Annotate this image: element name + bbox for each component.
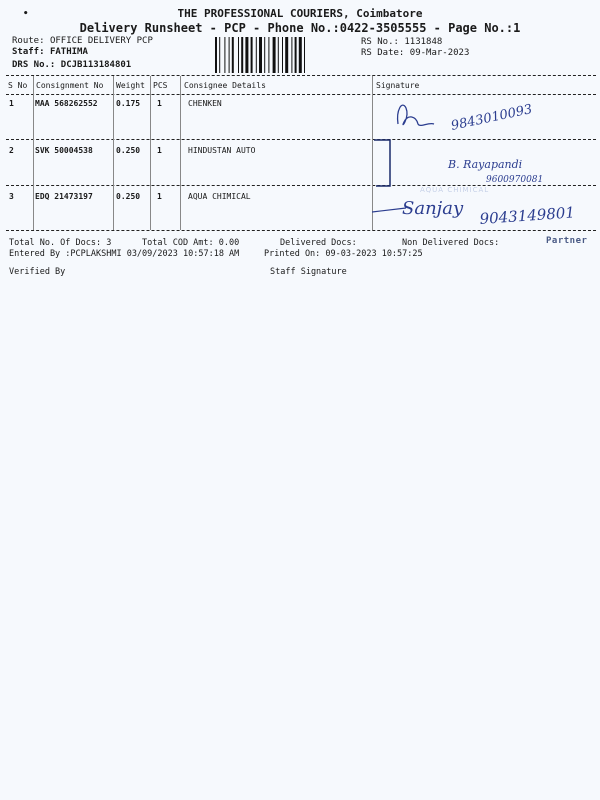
entered-by: Entered By :PCPLAKSHMI 03/09/2023 10:57:18 AM <box>9 249 240 259</box>
delivered-docs: Delivered Docs: <box>280 238 357 248</box>
barcode-bar <box>295 37 297 73</box>
rs-date-line <box>361 48 469 58</box>
barcode-bar <box>285 37 288 73</box>
signature-row-1-scribble <box>398 105 434 125</box>
row-1-weight: 0.175 <box>116 99 141 108</box>
printed-on: Printed On: 09-03-2023 10:57:25 <box>264 249 423 259</box>
drs-value: DCJB113184801 <box>60 60 132 70</box>
barcode-bar <box>282 37 283 73</box>
signature-row-3-name: Sanjay <box>402 198 464 219</box>
drs-label: DRS No.: <box>12 60 56 70</box>
row-1-sno: 1 <box>9 99 14 108</box>
barcode-bar <box>229 37 230 73</box>
rs-no-label: RS No.: <box>361 37 399 47</box>
route-value: OFFICE DELIVERY PCP <box>49 36 153 46</box>
barcode-bar <box>264 37 265 73</box>
barcode-bar <box>291 37 292 73</box>
col-header-consignee: Consignee Details <box>184 81 266 90</box>
barcode-bar <box>299 37 302 73</box>
row-3-pcs: 1 <box>157 192 162 201</box>
row-1-consignment: MAA 568262552 <box>35 99 98 108</box>
non-delivered-docs: Non Delivered Docs: <box>402 238 500 248</box>
col-header-consignment: Consignment No <box>36 81 104 90</box>
col-header-sno: S No <box>8 81 28 90</box>
drs-line <box>12 60 131 70</box>
col-header-signature: Signature <box>376 81 420 90</box>
col-header-weight: Weight <box>116 81 145 90</box>
col-divider <box>33 76 34 230</box>
route-line <box>12 36 153 46</box>
stray-mark: • <box>23 9 29 19</box>
route-label: Route: <box>12 36 45 46</box>
company-name: THE PROFESSIONAL COURIERS, Coimbatore <box>177 7 423 20</box>
staff-value: FATHIMA <box>49 47 88 57</box>
barcode-bar <box>278 37 279 73</box>
total-cod: Total COD Amt: 0.00 <box>142 238 240 248</box>
barcode-bar <box>273 37 276 73</box>
row-3-consignee: AQUA CHIMICAL <box>188 192 251 201</box>
signature-row-2-name: B. Rayapandi <box>448 158 523 171</box>
row-1-pcs: 1 <box>157 99 162 108</box>
row-2-pcs: 1 <box>157 146 162 155</box>
barcode-bar <box>268 37 269 73</box>
signature-area <box>372 78 594 238</box>
row-2-consignment: SVK 50004538 <box>35 146 93 155</box>
signature-row-3-underline <box>372 208 406 212</box>
signature-row-1-number: 9843010093 <box>449 102 534 134</box>
rs-date-value: 09-Mar-2023 <box>409 48 470 58</box>
row-3-consignment: EDQ 21473197 <box>35 192 93 201</box>
runsheet-title: Delivery Runsheet - PCP - Phone No.:0422-3505555 - Page No.:1 <box>79 21 521 35</box>
staff-line <box>12 47 88 57</box>
total-docs: Total No. Of Docs: 3 <box>9 238 112 248</box>
staff-signature: Staff Signature <box>270 267 347 277</box>
row-1-consignee: CHENKEN <box>188 99 222 108</box>
row-2-consignee: HINDUSTAN AUTO <box>188 146 256 155</box>
row-2-sno: 2 <box>9 146 14 155</box>
barcode-image <box>214 37 344 73</box>
col-divider <box>180 76 181 230</box>
barcode-bar <box>238 37 239 73</box>
signature-row-3-number: 9043149801 <box>479 203 576 228</box>
barcode-bar <box>219 37 220 73</box>
partner-stamp: Partner <box>546 236 588 246</box>
signature-row-2-number: 9600970081 <box>486 175 544 185</box>
stamp-ghost-text: AQUA CHIMICAL <box>420 186 490 194</box>
signature-row-2-bracket <box>374 140 390 186</box>
barcode-bar <box>232 37 234 73</box>
rs-no-line <box>361 37 442 47</box>
barcode-bar <box>241 37 243 73</box>
row-3-weight: 0.250 <box>116 192 141 201</box>
verified-by: Verified By <box>9 267 66 277</box>
col-divider <box>150 76 151 230</box>
row-3-sno: 3 <box>9 192 14 201</box>
barcode-bar <box>251 37 253 73</box>
col-header-pcs: PCS <box>153 81 168 90</box>
table-top-rule <box>6 75 596 76</box>
barcode-bar <box>304 37 305 73</box>
rs-date-label: RS Date: <box>361 48 405 58</box>
barcode-bar <box>224 37 225 73</box>
barcode-bar <box>256 37 257 73</box>
barcode-bar <box>259 37 262 73</box>
barcode-bar <box>245 37 248 73</box>
staff-label: Staff: <box>12 47 45 57</box>
barcode-bar <box>215 37 217 73</box>
row-2-weight: 0.250 <box>116 146 141 155</box>
rs-no-value: 1131848 <box>404 37 443 47</box>
col-divider <box>113 76 114 230</box>
